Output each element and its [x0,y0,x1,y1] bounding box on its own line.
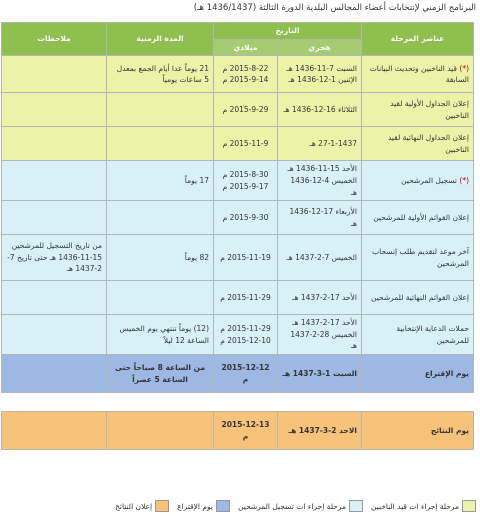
stage-label: قيد الناخبين وتحديث البيانات السابقة [369,63,469,85]
stage-cell [362,161,474,201]
table-row [2,93,474,127]
legend-item [177,500,230,512]
gregorian-date-cell: 2015-8-22 م 2015-9-14 م [214,56,278,93]
legend-item [115,500,169,512]
stage-label: إعلان الجداول الأولية لقيد الناخبين [390,99,469,120]
gregorian-date-cell: 2015-11-9 م [214,127,278,161]
schedule-table [1,22,474,450]
stage-cell: يوم الإقتراع [362,355,474,393]
stage-cell [362,281,474,315]
notes-cell [2,161,107,201]
hijri-date-cell: الأربعاء 17-12-1436 هـ [278,201,362,235]
stage-cell [362,315,474,355]
stage-label: آخر موعد لتقديم طلب إنسحاب المرشحين [372,247,469,268]
hijri-date-cell: الأحد 17-2-1437 هـ الخميس 28-2-1437 هـ [278,315,362,355]
gregorian-date-cell: 2015-11-19 م [214,235,278,281]
star-marker: (*) [459,175,469,185]
legend [0,500,476,512]
gregorian-date-cell: 2015-12-13 م [214,412,278,450]
legend-item [371,500,476,512]
gregorian-date-cell: 2015-9-29 م [214,93,278,127]
duration-cell [107,412,214,450]
table-row [2,127,474,161]
gregorian-date-cell: 2015-9-30 م [214,201,278,235]
stage-label: حملات الدعاية الإنتخابية للمرشحين [396,323,469,345]
notes-cell: من تاريخ التسجيل للمرشحين 15-11-1436 هـ حتى تاريخ 7-2-1437 هـ [2,235,107,281]
stage-cell [362,93,474,127]
notes-cell [2,281,107,315]
duration-cell [107,201,214,235]
gregorian-date-cell: 2015-12-12 م [214,355,278,393]
page-title: البرنامج الزمني لإنتخابات أعضاء المجالس البلدية الدورة الثالثة (1436/1437 هـ) [193,3,476,13]
stage-label: تسجيل المرشحين [401,175,457,185]
header-date: التاريخ [214,23,362,40]
gregorian-date-cell: 2015-8-30 م 2015-9-17 م [214,161,278,201]
duration-cell: 17 يوماً [107,161,214,201]
stage-label: إعلان القوائم الأولية للمرشحين [373,212,469,222]
legend-swatch [216,500,230,512]
star-marker: (*) [459,63,469,73]
notes-cell [2,315,107,355]
notes-cell [2,355,107,393]
table-row [2,235,474,281]
hijri-date-cell: الأحد 17-2-1437 هـ [278,281,362,315]
legend-item [238,500,363,512]
table-row [2,56,474,93]
stage-cell: يوم النتائج [362,412,474,450]
table-row [2,161,474,201]
hijri-date-cell: الخميس 7-2-1437 هـ [278,235,362,281]
legend-label: مرحلة إجراء ات تسجيل المرشحين [238,501,346,511]
notes-cell [2,127,107,161]
stage-label: إعلان القوائم النهائية للمرشحين [371,292,469,302]
duration-cell: 21 يوماً عدا أيام الجمع بمعدل 5 ساعات يومياً [107,56,214,93]
hijri-date-cell: السبت 7-11-1436 هـ الإثنين 1-12-1436 هـ [278,56,362,93]
notes-cell [2,56,107,93]
table-row [2,412,474,450]
duration-cell [107,281,214,315]
header-gregorian: ميلادي [214,39,278,56]
table-row [2,201,474,235]
stage-cell [362,56,474,93]
legend-label: يوم الإقتراع [177,501,214,511]
stage-cell [362,127,474,161]
legend-label: مرحلة إجراء ات قيد الناخبين [370,501,459,511]
header-duration: المدة الزمنية [107,23,214,56]
legend-swatch [349,500,363,512]
gregorian-date-cell: 2015-11-29 م [214,281,278,315]
hijri-date-cell: الأحد 15-11-1436 هـ الخميس 4-12-1436 هـ [278,161,362,201]
header-notes: ملاحظات [2,23,107,56]
header-stage: عناصر المرحلة [362,23,474,56]
table-row [2,315,474,355]
legend-label: إعلان النتائج [115,501,153,511]
legend-swatch [155,500,169,512]
hijri-date-cell: الاحد 2-3-1437 هـ [278,412,362,450]
hijri-date-cell: السبت 1-3-1437 هـ [278,355,362,393]
stage-cell [362,201,474,235]
table-row [2,281,474,315]
hijri-date-cell: 27-1-1437 هـ [278,127,362,161]
hijri-date-cell: الثلاثاء 16-12-1436 هـ [278,93,362,127]
duration-cell: من الساعة 8 صباحاً حتى الساعة 5 عصراً [107,355,214,393]
duration-cell [107,127,214,161]
duration-cell: (12) يوماً تنتهي يوم الخميس الساعة 12 ليلاً [107,315,214,355]
header-hijri: هجري [278,39,362,56]
gregorian-date-cell: 2015-11-29 م 2015-12-10 م [214,315,278,355]
stage-cell [362,235,474,281]
notes-cell [2,93,107,127]
duration-cell [107,93,214,127]
notes-cell [2,201,107,235]
table-row [2,355,474,393]
legend-swatch [462,500,476,512]
duration-cell: 82 يوماً [107,235,214,281]
stage-label: إعلان الجداول النهائية لقيد الناخبين [387,133,469,154]
notes-cell [2,412,107,450]
